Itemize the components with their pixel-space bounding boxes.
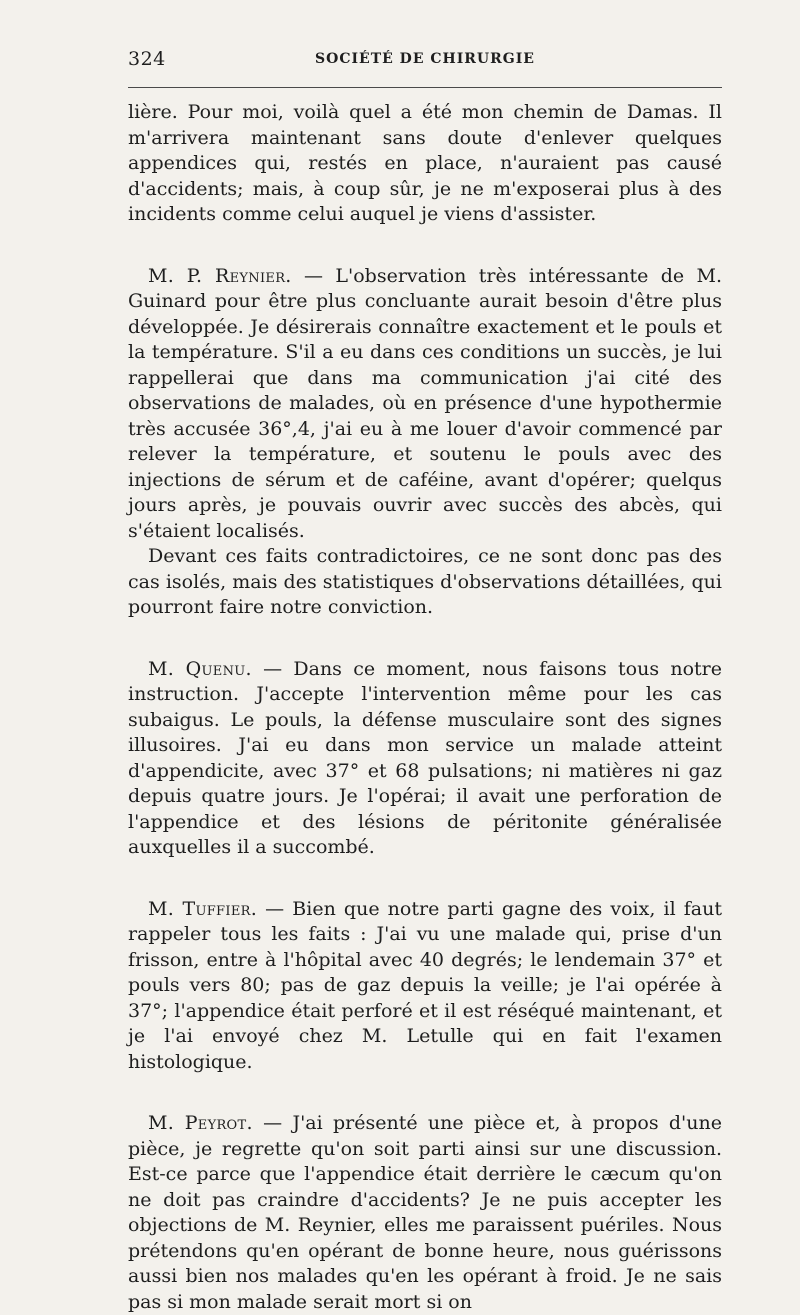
header-rule xyxy=(128,87,722,88)
paragraph-text: — Dans ce moment, nous faisons tous notre instruction. J'accepte l'intervention même pour les cas subaigus. Le pouls, la défense musculaire sont des signes illusoires. J'ai eu dans mon service un malade atteint d'appendicite, avec 37° et 68 pulsations; ni matières ni gaz depuis quatre jours. Je l'opérai; il avait une perforation de l'appendice et des lésions de péritonite généralisée auxquelles il a succombé. xyxy=(128,657,722,858)
paragraph-tuffier xyxy=(128,897,722,1076)
paragraph-continuation xyxy=(128,100,722,228)
paragraph-quenu xyxy=(128,657,722,861)
paragraph-spacer xyxy=(128,621,722,657)
paragraph-peyrot xyxy=(128,1111,722,1315)
speaker-name: M. Quenu. xyxy=(148,657,252,680)
paragraph-spacer xyxy=(128,861,722,897)
paragraph-text: Devant ces faits contradictoires, ce ne sont donc pas des cas isolés, mais des statistiques d'observations détaillées, qui pourront faire notre conviction. xyxy=(128,545,722,618)
paragraph-text: — L'observation très intéressante de M. Guinard pour être plus concluante aurait besoin d'être plus développée. Je désirerais connaître exactement et le pouls et la température. S'il a eu dans ces conditions un succès, je lui rappellerai que dans ma communication j'ai cité des observations de malades, où en présence d'une hypothermie très accusée 36°,4, j'ai eu à me louer d'avoir commencé par relever la température, et soutenu le pouls avec des injections de sérum et de caféine, avant d'opérer; quelqus jours après, je pouvais ouvrir avec succès des abcès, qui s'étaient localisés. xyxy=(128,264,722,542)
paragraph-spacer xyxy=(128,228,722,264)
page-number: 324 xyxy=(128,48,166,70)
paragraph-text: — J'ai présenté une pièce et, à propos d'une pièce, je regrette qu'on soit parti ainsi sur une discussion. Est-ce parce que l'appendice était derrière le cæcum qu'on ne doit pas craindre d'accidents? Je ne puis accepter les objections de M. Reynier, elles me paraissent puériles. Nous prétendons qu'en opérant de bonne heure, nous guérissons aussi bien nos malades qu'en les opérant à froid. Je ne sais pas si mon malade serait mort si on xyxy=(128,1112,722,1313)
page-header xyxy=(128,44,722,74)
body-text xyxy=(128,100,722,1315)
paragraph-reynier-continued xyxy=(128,544,722,621)
speaker-name: M. P. Reynier. xyxy=(148,264,292,287)
paragraph-spacer xyxy=(128,1075,722,1111)
paragraph-text: — Bien que notre parti gagne des voix, il faut rappeler tous les faits : J'ai vu une malade qui, prise d'un frisson, entre à l'hôpital avec 40 degrés; le lendemain 37° et pouls vers 80; pas de gaz depuis la veille; je l'ai opérée à 37°; l'appendice était perforé et il est réséqué maintenant, et je l'ai envoyé chez M. Letulle qui en fait l'examen histologique. xyxy=(128,897,722,1073)
running-title: SOCIÉTÉ DE CHIRURGIE xyxy=(315,51,535,67)
speaker-name: M. Peyrot. xyxy=(148,1112,253,1134)
paragraph-text: lière. Pour moi, voilà quel a été mon chemin de Damas. Il m'arrivera maintenant sans doute d'enlever quelques appendices qui, restés en place, n'auraient pas causé d'accidents; mais, à coup sûr, je ne m'exposerai plus à des incidents comme celui auquel je viens d'assister. xyxy=(128,101,722,225)
speaker-name: M. Tuffier. xyxy=(148,897,258,920)
paragraph-reynier xyxy=(128,264,722,545)
